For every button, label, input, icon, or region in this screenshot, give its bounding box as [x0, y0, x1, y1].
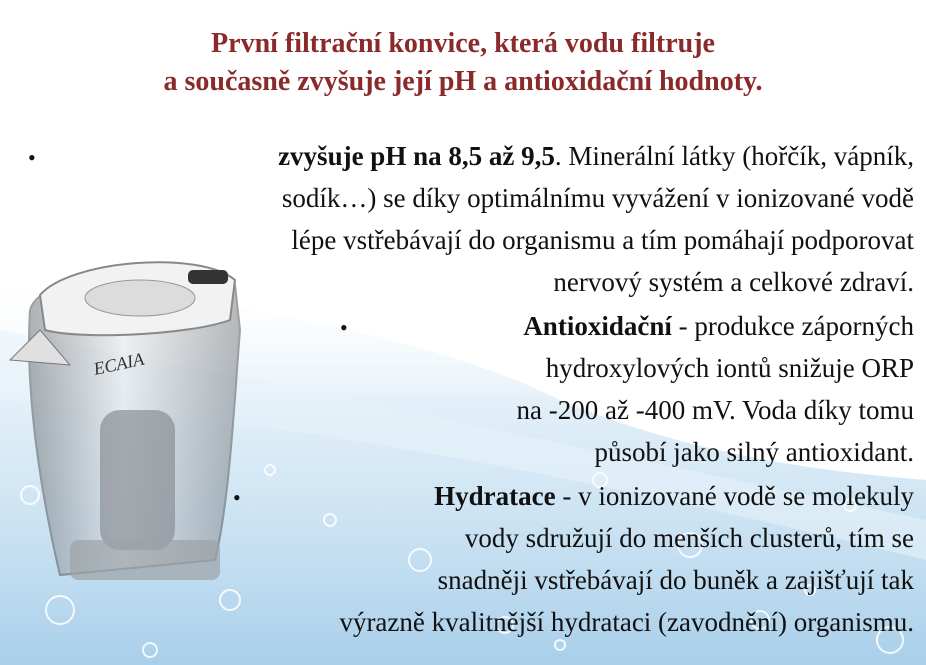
bullet-2-line-1 [523, 309, 914, 343]
bullet-1-line-4: nervový systém a celkové zdraví. [553, 267, 914, 297]
bullet-2-line-4: působí jako silný antioxidant. [594, 437, 914, 467]
pitcher-brand-label: ECAIA [91, 348, 146, 379]
bullet-2-line-3: na -200 až -400 mV. Voda díky tomu [516, 395, 914, 425]
bullet-2-bold: Antioxidační [523, 311, 672, 341]
slide-title-line-1: První filtrační konvice, která vodu filtruje [211, 28, 715, 59]
bullet-1-line-2: sodík…) se díky optimálnímu vyvážení v ionizované vodě [281, 183, 914, 213]
bullet-1-line-3: lépe vstřebávají do organismu a tím pomáhají podporovat [291, 225, 914, 255]
bullet-1-bold: zvyšuje pH na 8,5 až 9,5 [278, 141, 555, 171]
bullet-1-line-1 [278, 139, 914, 173]
bullet-3-line-3: snadněji vstřebávají do buněk a zajišťují tak [437, 565, 914, 595]
bullet-1-marker: • [28, 145, 36, 170]
bullet-3-marker: • [233, 485, 241, 510]
pitcher-image [0, 240, 260, 600]
bullet-2-marker: • [340, 315, 348, 340]
bullet-3-line-4: výrazně kvalitnější hydrataci (zavodnění) organismu. [339, 607, 914, 637]
bullet-3-line-1 [434, 479, 914, 513]
bullet-2-line-2: hydroxylových iontů snižuje ORP [545, 353, 914, 383]
slide-title-line-2: a současně zvyšuje její pH a antioxidační hodnoty. [163, 66, 763, 97]
bullet-2-line-1-rest: - produkce záporných [671, 311, 914, 341]
bullet-3-bold: Hydratace [434, 481, 556, 511]
bullet-1-line-1-rest: . Minerální látky (hořčík, vápník, [554, 141, 914, 171]
bullet-3-line-1-rest: - v ionizované vodě se molekuly [555, 481, 914, 511]
bullet-3-line-2: vody sdružují do menších clusterů, tím se [464, 523, 914, 553]
